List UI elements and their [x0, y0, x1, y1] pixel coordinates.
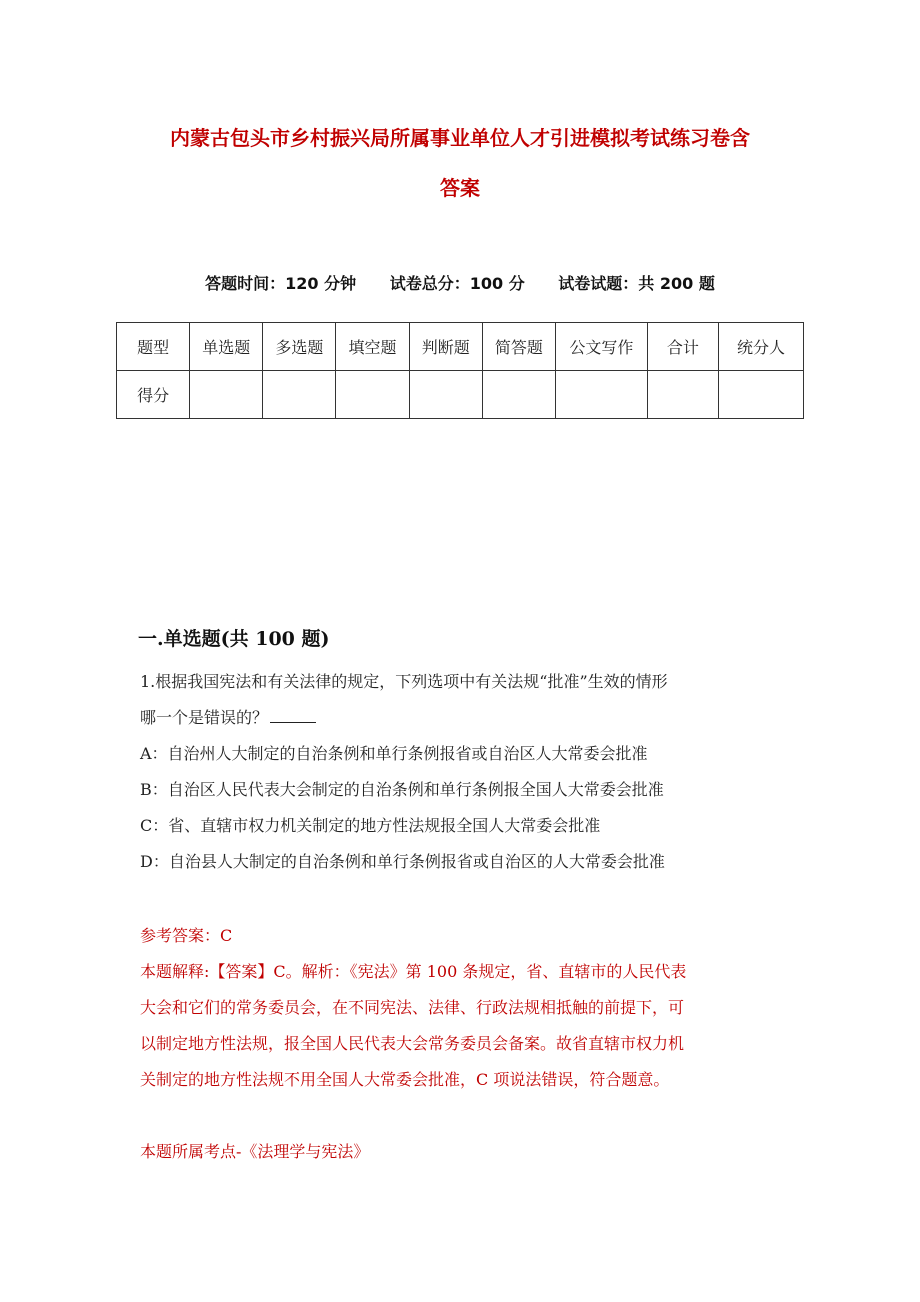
header-cell: 填空题 — [336, 323, 409, 371]
explanation-line: 本题解释:【答案】C。解析：《宪法》第 100 条规定，省、直辖市的人民代表 — [140, 962, 687, 981]
document-title-line-2: 答案 — [440, 176, 480, 200]
option-b: B：自治区人民代表大会制定的自治条例和单行条例报全国人大常委会批准 — [140, 780, 664, 799]
header-cell: 题型 — [117, 323, 190, 371]
score-cell — [190, 371, 263, 419]
header-cell: 合计 — [647, 323, 718, 371]
score-cell — [647, 371, 718, 419]
topic-reference: 本题所属考点-《法理学与宪法》 — [140, 1142, 370, 1161]
header-cell: 判断题 — [409, 323, 482, 371]
option-d: D：自治县人大制定的自治条例和单行条例报省或自治区的人大常委会批准 — [140, 852, 665, 871]
header-cell: 单选题 — [190, 323, 263, 371]
score-cell — [336, 371, 409, 419]
reference-answer: 参考答案：C — [140, 926, 233, 945]
score-cell — [555, 371, 647, 419]
question-text: 1.根据我国宪法和有关法律的规定，下列选项中有关法规“批准”生效的情形 — [140, 672, 668, 691]
header-cell: 公文写作 — [555, 323, 647, 371]
question-text-line-2: 哪一个是错误的？ — [140, 708, 269, 727]
header-cell: 统分人 — [719, 323, 804, 371]
score-cell — [263, 371, 336, 419]
answer-blank — [270, 708, 316, 723]
exam-time: 答题时间：120 分钟 — [205, 274, 357, 293]
header-cell: 多选题 — [263, 323, 336, 371]
exam-meta — [0, 271, 920, 294]
score-cell — [482, 371, 555, 419]
header-cell: 简答题 — [482, 323, 555, 371]
document-title-line-1: 内蒙古包头市乡村振兴局所属事业单位人才引进模拟考试练习卷含 — [170, 126, 750, 150]
explanation-line: 以制定地方性法规，报全国人民代表大会常务委员会备案。故省直辖市权力机 — [140, 1034, 685, 1053]
score-cell — [719, 371, 804, 419]
section-heading: 一.单选题(共 100 题) — [138, 628, 330, 650]
option-c: C：省、直辖市权力机关制定的地方性法规报全国人大常委会批准 — [140, 816, 601, 835]
explanation-line: 大会和它们的常务委员会，在不同宪法、法律、行政法规相抵触的前提下，可 — [140, 998, 685, 1017]
option-a: A：自治州人大制定的自治条例和单行条例报省或自治区人大常委会批准 — [140, 744, 648, 763]
score-table-score-row — [117, 371, 804, 419]
explanation-line: 关制定的地方性法规不用全国人大常委会批准，C 项说法错误，符合题意。 — [140, 1070, 670, 1089]
score-table — [116, 322, 804, 419]
exam-question-count: 试卷试题：共 200 题 — [558, 274, 715, 293]
row-label: 得分 — [117, 371, 190, 419]
exam-total-score: 试卷总分：100 分 — [389, 274, 525, 293]
score-cell — [409, 371, 482, 419]
question-text-cont — [140, 705, 316, 728]
score-table-header-row — [117, 323, 804, 371]
